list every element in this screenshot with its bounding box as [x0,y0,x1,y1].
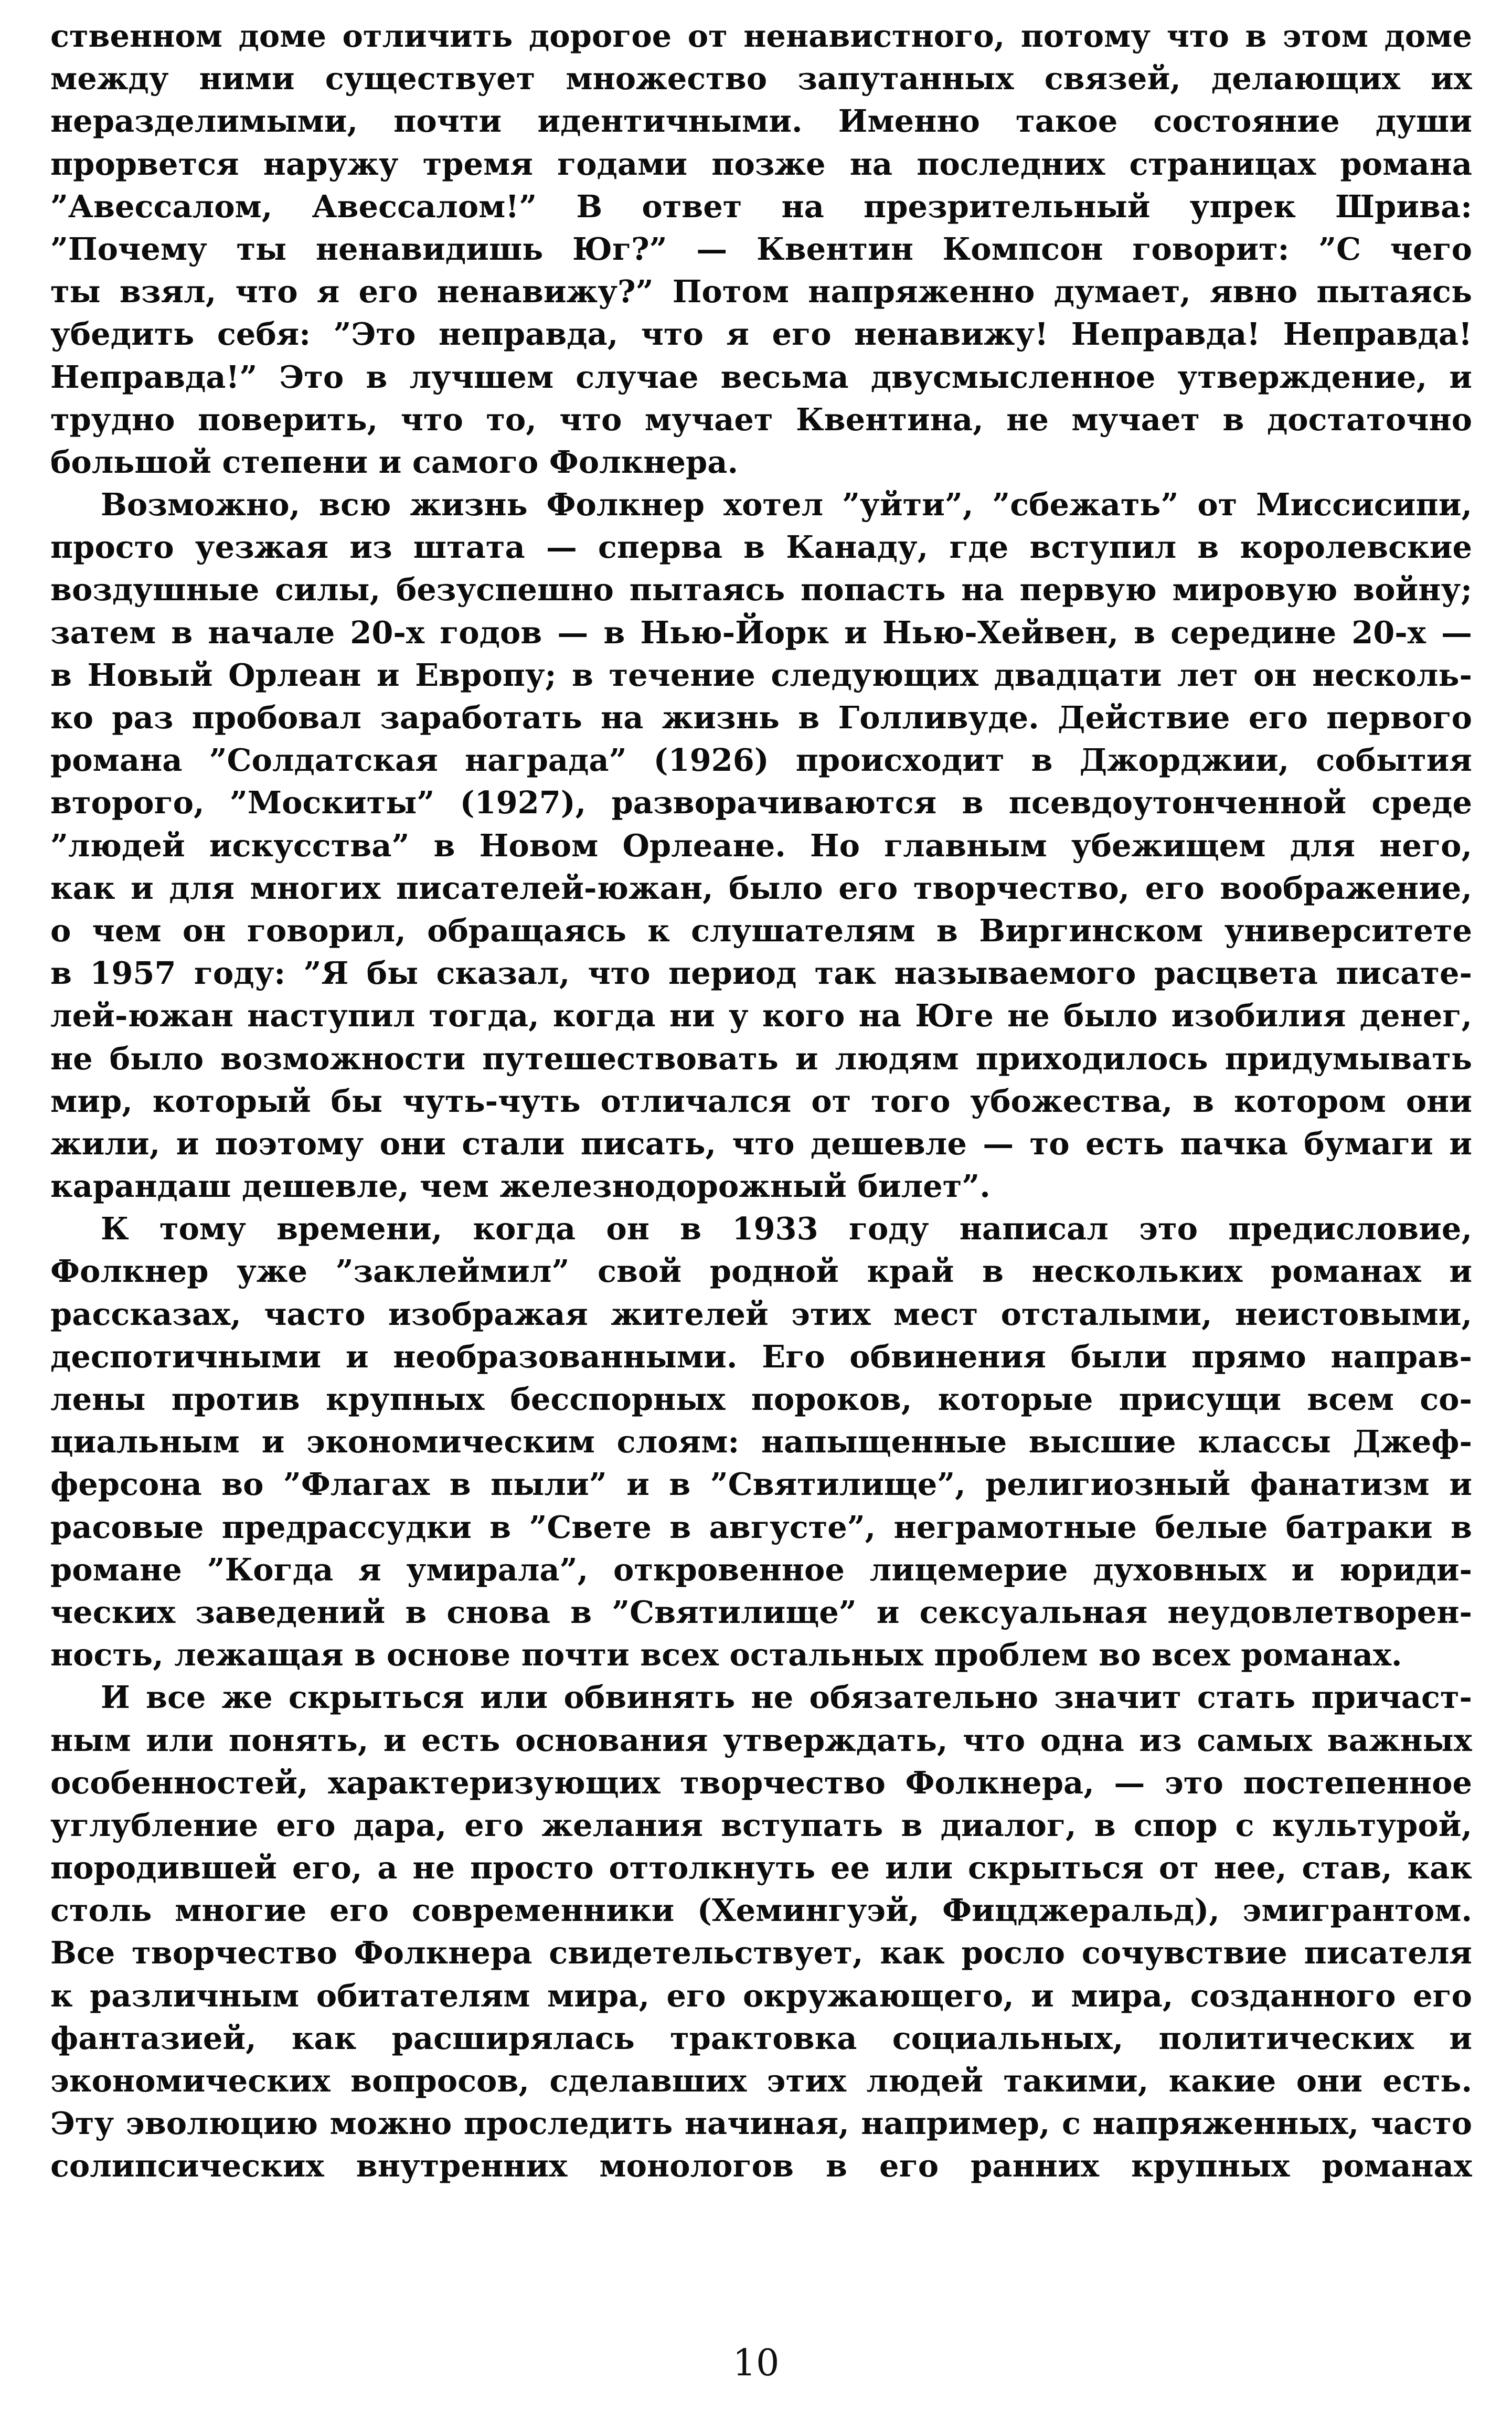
text-line: лены против крупных бесспорных пороков, которые присущи всем со- [50,1381,1472,1417]
text-line: прорвется наружу тремя годами позже на последних страницах романа [50,145,1472,182]
text-line: солипсических внутренних монологов в его ранних крупных романах [50,2148,1472,2184]
text-line: ственном доме отличить дорогое от ненавистного, потому что в этом доме [50,18,1472,54]
text-line: к различным обитателям мира, его окружающего, и мира, созданного его [50,1977,1472,2014]
text-line: Возможно, всю жизнь Фолкнер хотел ”уйти”, ”сбежать” от Миссисипи, [101,486,1472,523]
text-line: неразделимыми, почти идентичными. Именно такое состояние души [50,103,1472,140]
text-line: расовые предрассудки в ”Свете в августе”, неграмотные белые батраки в [50,1509,1472,1545]
text-line: просто уезжая из штата — сперва в Канаду, где вступил в королевские [50,529,1472,566]
text-line: ферсона во ”Флагах в пыли” и в ”Святилище”, религиозный фанатизм и [50,1466,1472,1503]
text-line: мир, который бы чуть-чуть отличался от того убожества, в котором они [50,1082,1472,1119]
text-line: воздушные силы, безуспешно пытаясь попасть на первую мировую войну; [50,571,1472,608]
text-line: породившей его, а не просто оттолкнуть ее или скрыться от нее, став, как [50,1850,1472,1886]
text-line: К тому времени, когда он в 1933 году написал это предисловие, [101,1210,1472,1247]
text-line: ко раз пробовал заработать на жизнь в Голливуде. Действие его первого [50,699,1472,736]
text-line: экономических вопросов, сделавших этих людей такими, какие они есть. [50,2063,1472,2099]
text-line: Все творчество Фолкнера свидетельствует, как росло сочувствие писателя [50,1935,1472,1971]
paragraph [50,1676,1472,2187]
text-line: о чем он говорил, обращаясь к слушателям в Виргинском университете [50,912,1472,949]
text-line: рассказах, часто изображая жителей этих мест отсталыми, неистовыми, [50,1296,1472,1332]
text-line: между ними существует множество запутанных связей, делающих их [50,60,1472,97]
text-line: особенностей, характеризующих творчество Фолкнера, — это постепенное [50,1764,1472,1801]
text-line: лей-южан наступил тогда, когда ни у кого на Юге не было изобилия денег, [50,997,1472,1034]
text-line: углубление его дара, его желания вступать в диалог, в спор с культурой, [50,1807,1472,1843]
text-line: Эту эволюцию можно проследить начиная, например, с напряженных, часто [50,2105,1472,2142]
text-line: циальным и экономическим слоям: напыщенные высшие классы Джеф- [50,1424,1472,1460]
text-line: романа ”Солдатская награда” (1926) происходит в Джорджии, события [50,742,1472,779]
text-line: ческих заведений в снова в ”Святилище” и сексуальная неудовлетворен- [50,1594,1472,1630]
text-line: убедить себя: ”Это неправда, что я его ненавижу! Неправда! Неправда! [50,316,1472,353]
text-line: второго, ”Москиты” (1927), разворачиваются в псевдоутонченной среде [50,784,1472,821]
paragraph [50,15,1472,483]
text-line: трудно поверить, что то, что мучает Квентина, не мучает в достаточно [50,401,1472,438]
text-line: как и для многих писателей-южан, было его творчество, его воображение, [50,869,1472,906]
text-line: жили, и поэтому они стали писать, что дешевле — то есть пачка бумаги и [50,1125,1472,1162]
text-line: Неправда!” Это в лучшем случае весьма двусмысленное утверждение, и [50,358,1472,395]
text-line: ”людей искусства” в Новом Орлеане. Но главным убежищем для него, [50,827,1472,864]
page-number: 10 [732,2341,780,2384]
text-line: не было возможности путешествовать и людям приходилось придумывать [50,1040,1472,1077]
text-line: ты взял, что я его ненавижу?” Потом напряженно думает, явно пытаясь [50,273,1472,310]
text-line: деспотичными и необразованными. Его обвинения были прямо направ- [50,1338,1472,1375]
paragraph [50,1207,1472,1676]
text-line: карандаш дешевле, чем железнодорожный билет”. [50,1168,991,1205]
text-line: в Новый Орлеан и Европу; в течение следующих двадцати лет он несколь- [50,656,1472,693]
paragraph [50,483,1472,1207]
text-line: ность, лежащая в основе почти всех остальных проблем во всех романах. [50,1637,1402,1673]
text-line: ”Авессалом, Авессалом!” В ответ на презрительный упрек Шрива: [50,188,1472,225]
text-line: И все же скрыться или обвинять не обязательно значит стать причаст- [101,1679,1472,1716]
text-line: фантазией, как расширялась трактовка социальных, политических и [50,2020,1472,2056]
text-line: Фолкнер уже ”заклеймил” свой родной край в нескольких романах и [50,1253,1472,1290]
page-body [50,15,1472,2188]
text-line: ”Почему ты ненавидишь Юг?” — Квентин Компсон говорит: ”С чего [50,230,1472,267]
text-line: романе ”Когда я умирала”, откровенное лицемерие духовных и юриди- [50,1551,1472,1588]
text-line: столь многие его современники (Хемингуэй, Фицджеральд), эмигрантом. [50,1892,1472,1929]
text-line: в 1957 году: ”Я бы сказал, что период так называемого расцвета писате- [50,955,1472,992]
text-line: затем в начале 20-х годов — в Нью-Йорк и Нью-Хейвен, в середине 20-х — [50,614,1472,651]
text-line: ным или понять, и есть основания утверждать, что одна из самых важных [50,1722,1472,1758]
text-line: большой степени и самого Фолкнера. [50,443,739,480]
